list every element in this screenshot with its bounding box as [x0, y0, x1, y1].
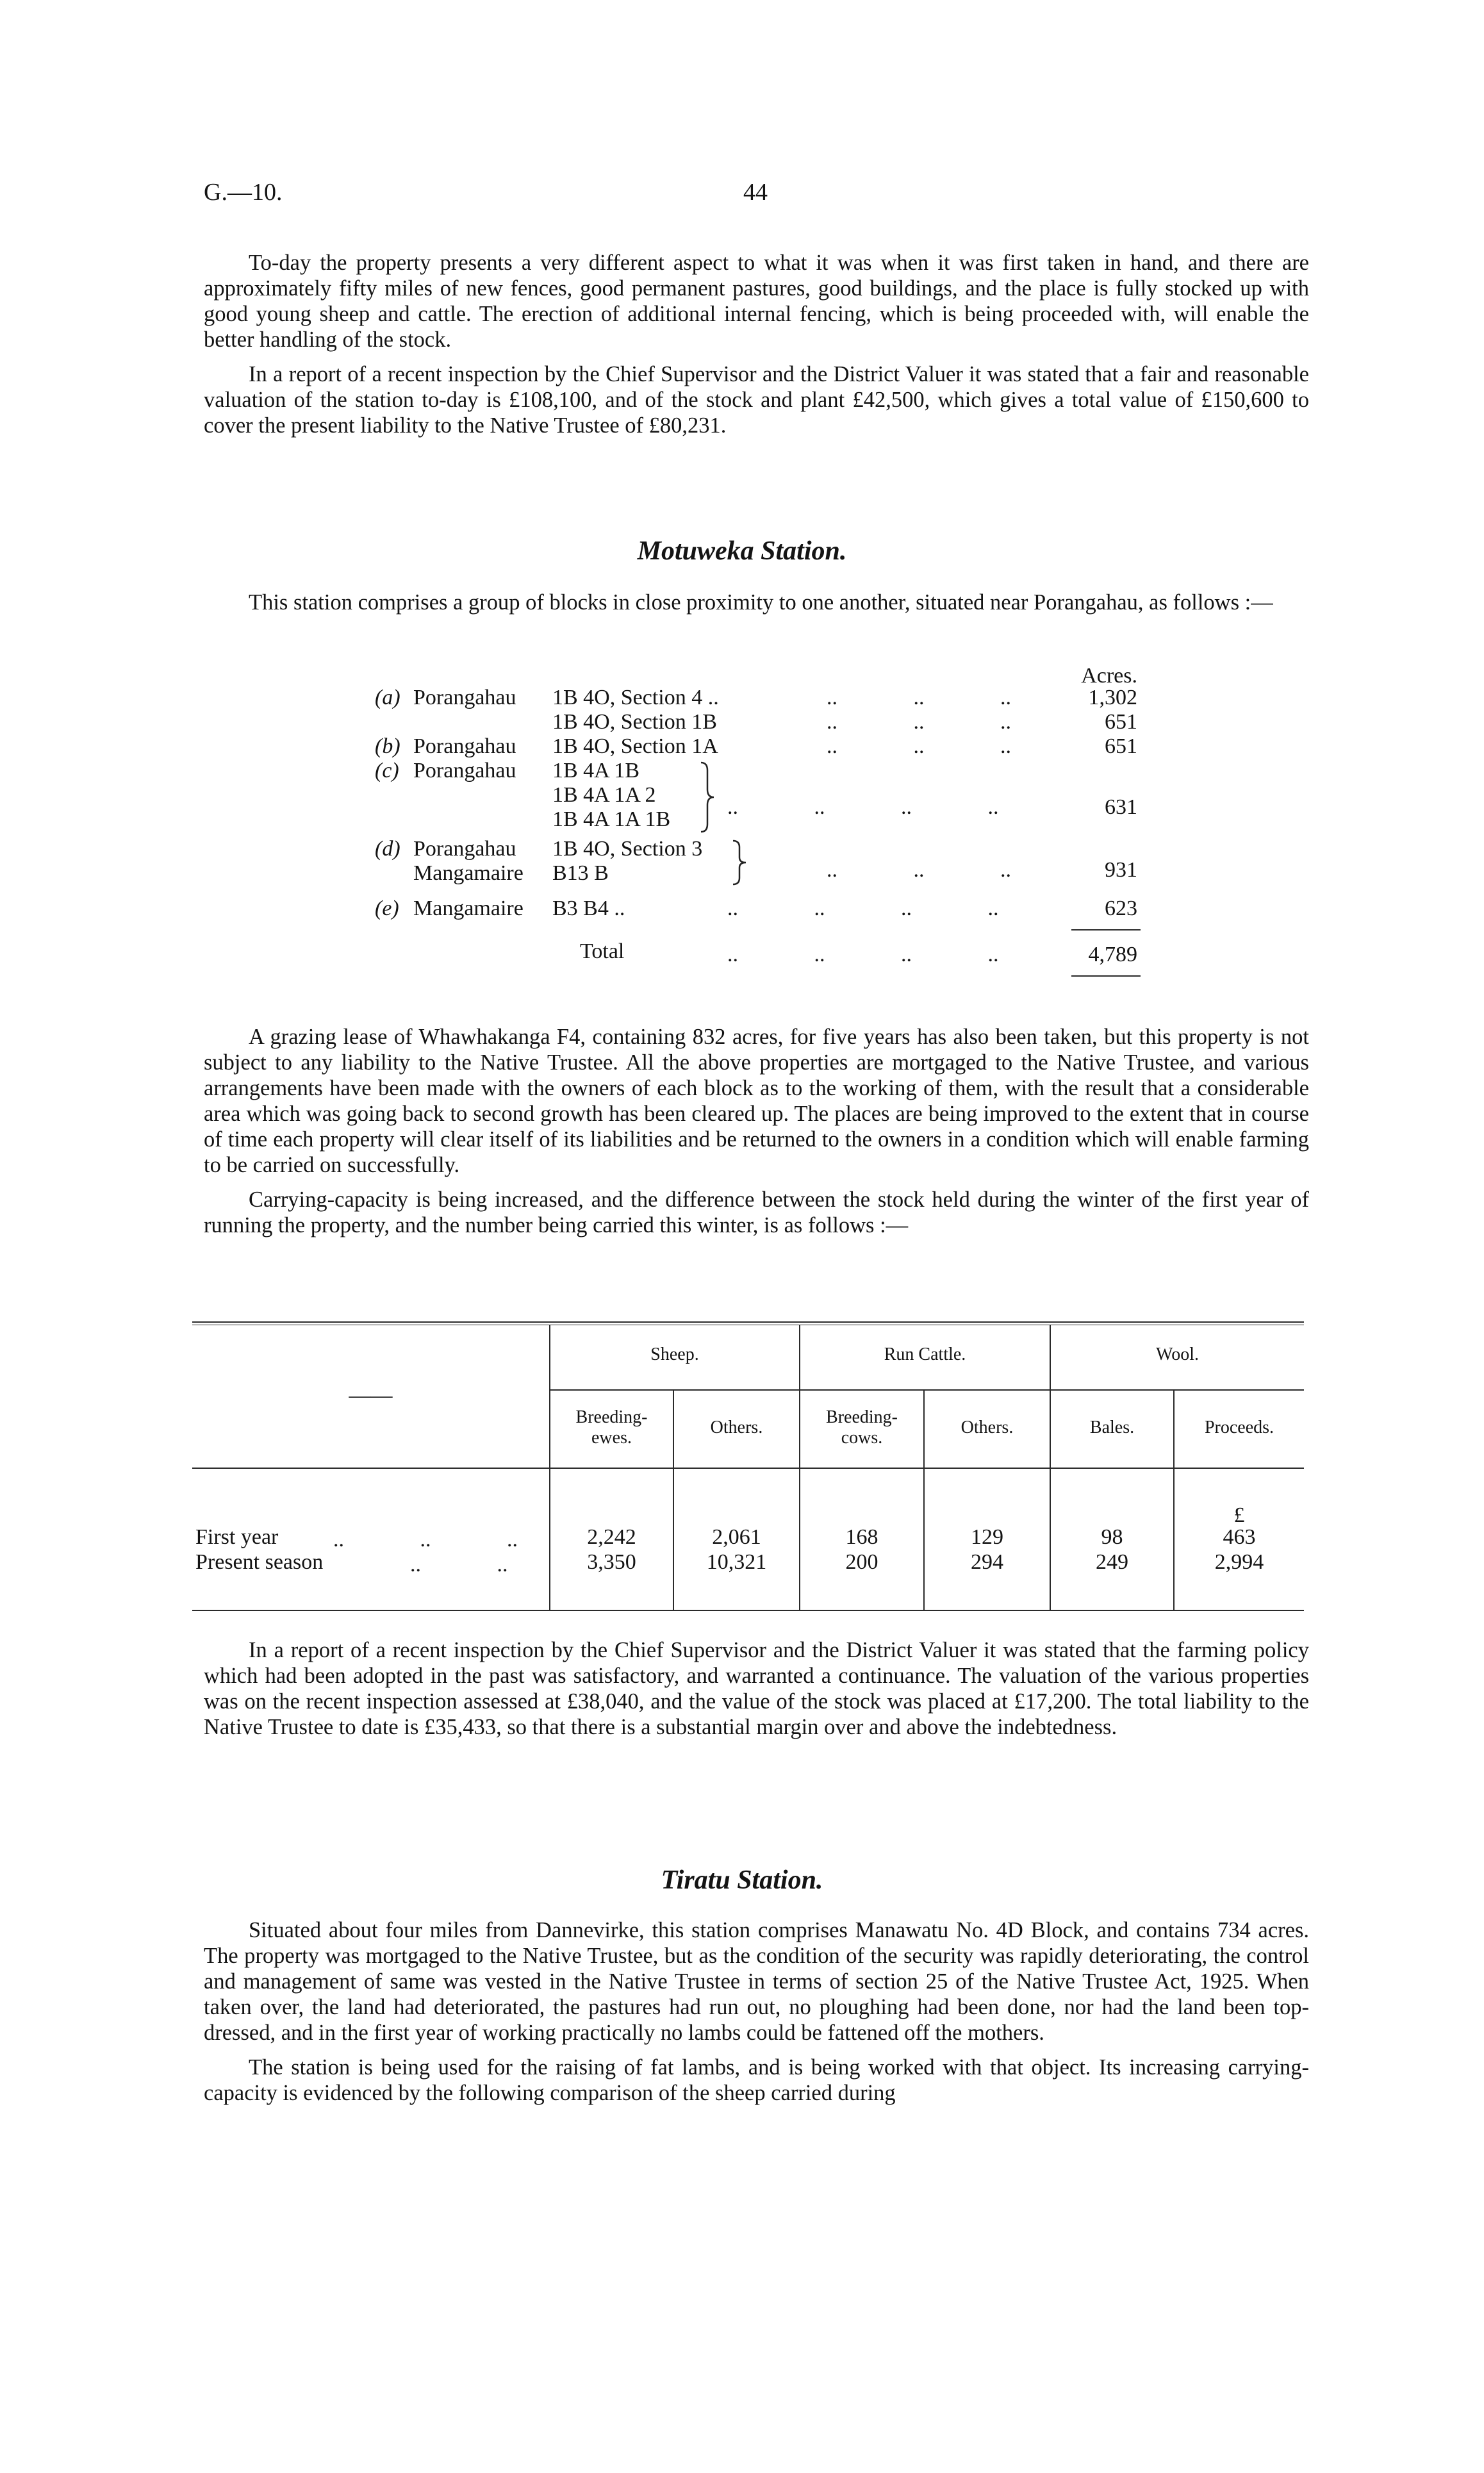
table-cell: 2,994: [1214, 1550, 1264, 1574]
block-name: Porangahau: [413, 686, 516, 709]
column-header: Proceeds.: [1204, 1418, 1274, 1437]
tiratu-body: [204, 1917, 1309, 2106]
block-section: 1B 4O, Section 4 ..: [552, 686, 719, 709]
paragraph: A grazing lease of Whawhakanga F4, containing 832 acres, for five years has also been taken, but this property is not subject to any liability to the Native Trustee. All the above properties are mortgaged to the Native Trustee, and various arrangements have been made with the owners of each block as to the working of them, with the result that a considerable area which was going back to second growth has been cleared up. The places are being improved to the extent that in course of time each property will clear itself of its liabilities and be returned to the owners in a condition which will enable farming to be carried on successfully.: [204, 1025, 1309, 1177]
block-label: (e): [375, 897, 399, 920]
block-acres: 623: [1105, 897, 1137, 920]
group-header: Run Cattle.: [884, 1344, 966, 1364]
table-bottom-rule: [192, 1610, 1304, 1611]
block-section: 1B 4O, Section 1B: [552, 710, 717, 734]
paragraph: This station comprises a group of blocks in close proximity to one another, situated near Porangahau, as follows :—: [249, 590, 1273, 615]
table-cell: 3,350: [587, 1550, 636, 1574]
block-section: B3 B4 ..: [552, 897, 625, 920]
block-label: (d): [375, 837, 400, 861]
group-header: Wool.: [1156, 1344, 1199, 1364]
currency-symbol: £: [1233, 1503, 1245, 1527]
paragraph: Carrying-capacity is being increased, and the difference between the stock held during the winter of the first year of running the property, and the number being carried this winter, is as follows :—: [204, 1187, 1309, 1237]
total-label: Total: [580, 939, 625, 963]
page-number: 44: [743, 179, 768, 206]
table-cell: 2,061: [712, 1525, 761, 1549]
row-label: First year: [195, 1525, 279, 1549]
section-title-tiratu: Tiratu Station.: [661, 1865, 823, 1895]
header-rule: [192, 1468, 1304, 1469]
block-acres: 631: [1105, 795, 1137, 819]
table-cell: 129: [971, 1525, 1003, 1549]
block-label: (b): [375, 734, 400, 758]
column-header: Others.: [710, 1418, 763, 1437]
column-header: Bales.: [1089, 1418, 1135, 1437]
block-leaders: .. .. ..: [827, 710, 1011, 734]
block-name: Mangamaire: [413, 861, 524, 885]
block-name: Mangamaire: [413, 897, 524, 920]
block-section: 1B 4A 1B: [552, 759, 640, 782]
page-ref: G.—10.: [204, 179, 283, 206]
table-top-rule: [192, 1321, 1304, 1323]
row-leaders: .. .. ..: [333, 1528, 518, 1551]
motuweka-intro: [204, 590, 1309, 615]
table-cell: 200: [845, 1550, 878, 1574]
column-header: Breeding- ewes.: [575, 1407, 648, 1448]
table-cell: 168: [845, 1525, 878, 1549]
group-rule: [549, 1389, 1304, 1391]
block-name: Porangahau: [413, 734, 516, 758]
paragraph: To-day the property presents a very different aspect to what it was when it was first taken in hand, and there are approximately fifty miles of new fences, good permanent pastures, good buildings, and the place is fully stocked up with good young sheep and cattle. The erection of additional internal fencing, which is being proceeded with, will enable the better handling of the stock.: [204, 251, 1309, 352]
paragraph: In a report of a recent inspection by the Chief Supervisor and the District Valuer it was stated that the farming policy which had been adopted in the past was satisfactory, and warranted a continuance. The valuation of the various properties was on the recent inspection assessed at £38,040, and the value of the stock was placed at £17,200. The total liability to the Native Trustee to date is £35,433, so that there is a substantial margin over and above the indebtedness.: [204, 1638, 1309, 1739]
paragraph: The station is being used for the raising of fat lambs, and is being worked with that object. Its increasing carrying-capacity is evidenced by the following comparison of the sheep carried during: [204, 2055, 1309, 2105]
block-leaders: .. .. ..: [827, 858, 1011, 882]
table-cell: 10,321: [706, 1550, 767, 1574]
table-cell: 98: [1101, 1525, 1123, 1549]
paragraph: In a report of a recent inspection by the Chief Supervisor and the District Valuer it was stated that a fair and reasonable valuation of the station to-day is £108,100, and of the stock and plant £42,500, which gives a total value of £150,600 to cover the present liability to the Native Trustee of £80,231.: [204, 362, 1309, 438]
total-rule: [1071, 975, 1141, 977]
block-section: 1B 4O, Section 3: [552, 837, 703, 861]
block-leaders: .. .. ..: [827, 734, 1011, 758]
block-name: Porangahau: [413, 759, 516, 782]
column-header: Others.: [960, 1418, 1014, 1437]
block-acres: 651: [1105, 710, 1137, 734]
block-label: (c): [375, 759, 399, 782]
block-section: 1B 4A 1A 2: [552, 783, 656, 807]
block-leaders: .. .. ..: [827, 686, 1011, 709]
table-cell: 294: [971, 1550, 1003, 1574]
row-leaders: .. ..: [410, 1553, 508, 1576]
stub-header: ——: [349, 1384, 393, 1407]
brace-icon: [730, 839, 750, 886]
total-leaders: .. .. .. ..: [727, 943, 999, 966]
motuweka-body: [204, 1024, 1309, 1238]
row-label: Present season: [195, 1550, 324, 1574]
paragraph: Situated about four miles from Dannevirke, this station comprises Manawatu No. 4D Block, and contains 734 acres. The property was mortgaged to the Native Trustee, but as the condition of the security was rapidly deteriorating, the control and management of same was vested in the Native Trustee in terms of section 25 of the Native Trustee Act, 1925. When taken over, the land had deteriorated, the pastures had run out, no ploughing had been done, nor had the land been top-dressed, and in the first year of working practically no lambs could be fattened off the mothers.: [204, 1918, 1309, 2045]
table-cell: 463: [1223, 1525, 1256, 1549]
block-section: 1B 4O, Section 1A: [552, 734, 718, 758]
total-acres: 4,789: [1088, 943, 1137, 966]
block-section: B13 B: [552, 861, 609, 885]
table-cell: 2,242: [587, 1525, 636, 1549]
block-section: 1B 4A 1A 1B: [552, 807, 671, 831]
group-header: Sheep.: [650, 1344, 699, 1364]
block-acres: 931: [1105, 858, 1137, 882]
acres-header: Acres.: [1081, 664, 1137, 688]
block-label: (a): [375, 686, 400, 709]
motuweka-report: [204, 1637, 1309, 1740]
block-acres: 651: [1105, 734, 1137, 758]
intro-section: [204, 250, 1309, 438]
block-leaders: .. .. .. ..: [727, 795, 999, 819]
block-acres: 1,302: [1088, 686, 1137, 709]
section-title-motuweka: Motuweka Station.: [637, 536, 847, 566]
block-leaders: .. .. .. ..: [727, 897, 999, 920]
column-header: Breeding- cows.: [826, 1407, 898, 1448]
block-name: Porangahau: [413, 837, 516, 861]
table-cell: 249: [1096, 1550, 1128, 1574]
total-rule: [1071, 929, 1141, 930]
brace-icon: [698, 761, 718, 833]
